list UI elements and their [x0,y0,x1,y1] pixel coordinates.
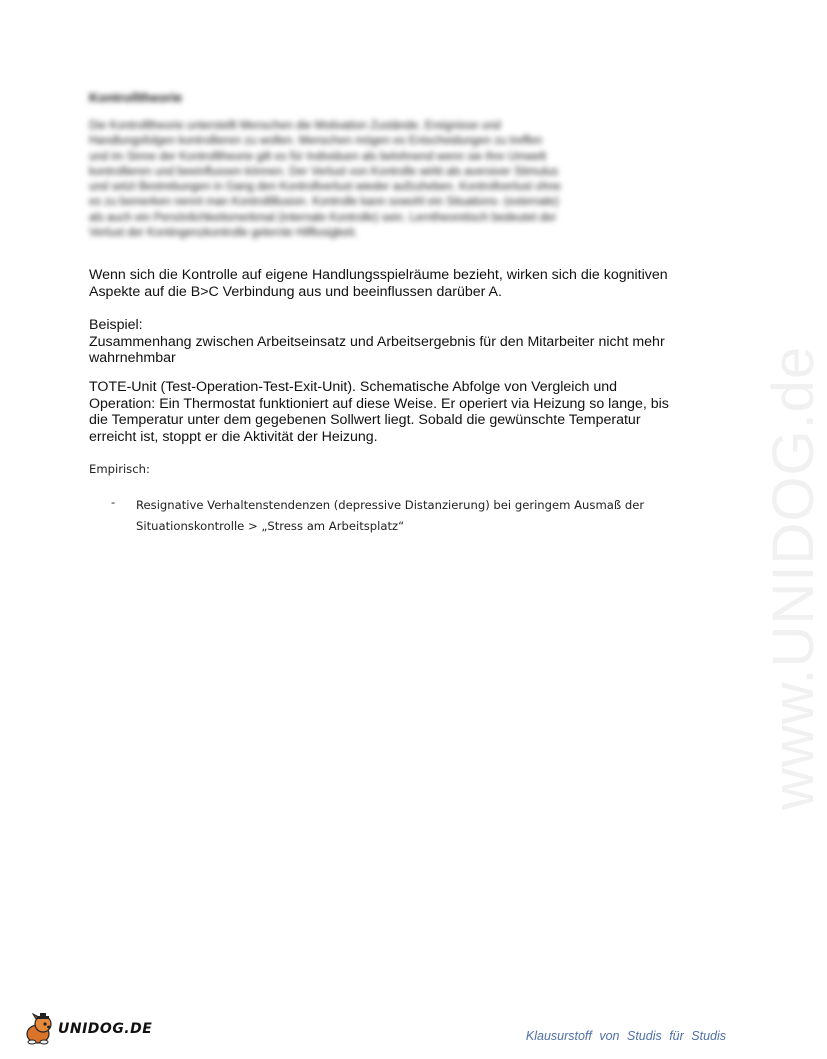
blurred-section [89,90,659,241]
blurred-line: Die Kontrolltheorie unterstellt Menschen die Motivation Zustände, Ereignisse und [89,120,501,132]
blurred-heading: Kontrolltheorie [89,90,183,105]
text-line: Operation: Ein Thermostat funktioniert auf diese Weise. Er operiert via Heizung so lange, bis [89,395,669,412]
dog-mascot-icon [22,1013,56,1045]
empirisch-label: Empirisch: [89,462,150,476]
bullet-marker: - [111,495,116,509]
paragraph-kontrolle [89,267,669,300]
paragraph-tote-unit [89,379,669,445]
blurred-paragraph [89,119,659,241]
blurred-line: und setzt Bestrebungen in Gang den Kontrollverlust wieder aufzuheben. Kontrollverlust ohne [89,181,561,194]
text-line: wahrnehmbar [89,350,176,367]
bullet-line: Situationskontrolle > „Stress am Arbeitsplatz“ [136,519,405,533]
footer-logo [22,1013,152,1045]
text-line: erreicht ist, stoppt er die Aktivität der Heizung. [89,428,378,445]
blurred-line: Handlungsfolgen kontrollieren zu wollen. Menschen mögen es Entscheidungen zu treffen [89,135,543,148]
text-line: Aspekte auf die B>C Verbindung aus und beeinflussen darüber A. [89,283,502,300]
blurred-line: kontrollieren und beeinflussen können. Der Verlust von Kontrolle wirkt als aversiver Stimulus [89,165,559,178]
text-line: Wenn sich die Kontrolle auf eigene Handlungsspielräume bezieht, wirken sich die kognitiven [89,267,668,283]
bullet-item [136,495,656,537]
blurred-line: als auch ein Persönlichkeitsmerkmal (internale Kontrolle) sein. Lerntheoretisch bedeutet der [89,211,557,224]
text-line: die Temperatur unter dem gegebenen Sollwert liegt. Sobald die gewünschte Temperatur [89,412,641,429]
text-line: Beispiel: [89,317,143,333]
text-line: Zusammenhang zwischen Arbeitseinsatz und Arbeitsergebnis für den Mitarbeiter nicht mehr [89,333,665,350]
paragraph-beispiel [89,317,669,367]
blurred-line: Verlust der Kontingenzkontrolle gelernte Hilflosigkeit. [89,227,358,240]
blurred-line: und im Sinne der Kontrolltheorie gilt es für Individuen als belohnend wenn sie ihre Umwelt [89,150,547,163]
logo-text: UNIDOG.DE [58,1021,153,1037]
bullet-line: Resignative Verhaltenstendenzen (depressive Distanzierung) bei geringem Ausmaß der [136,498,645,512]
text-line: TOTE-Unit (Test-Operation-Test-Exit-Unit). Schematische Abfolge von Vergleich und [89,379,618,395]
footer-slogan: Klausurstoff von Studis für Studis [525,1029,726,1043]
blurred-line: es zu bemerken nennt man Kontrollillusion. Kontrolle kann sowohl ein Situations- (externale) [89,196,559,209]
watermark: www.UNIDOG.de [761,345,826,810]
